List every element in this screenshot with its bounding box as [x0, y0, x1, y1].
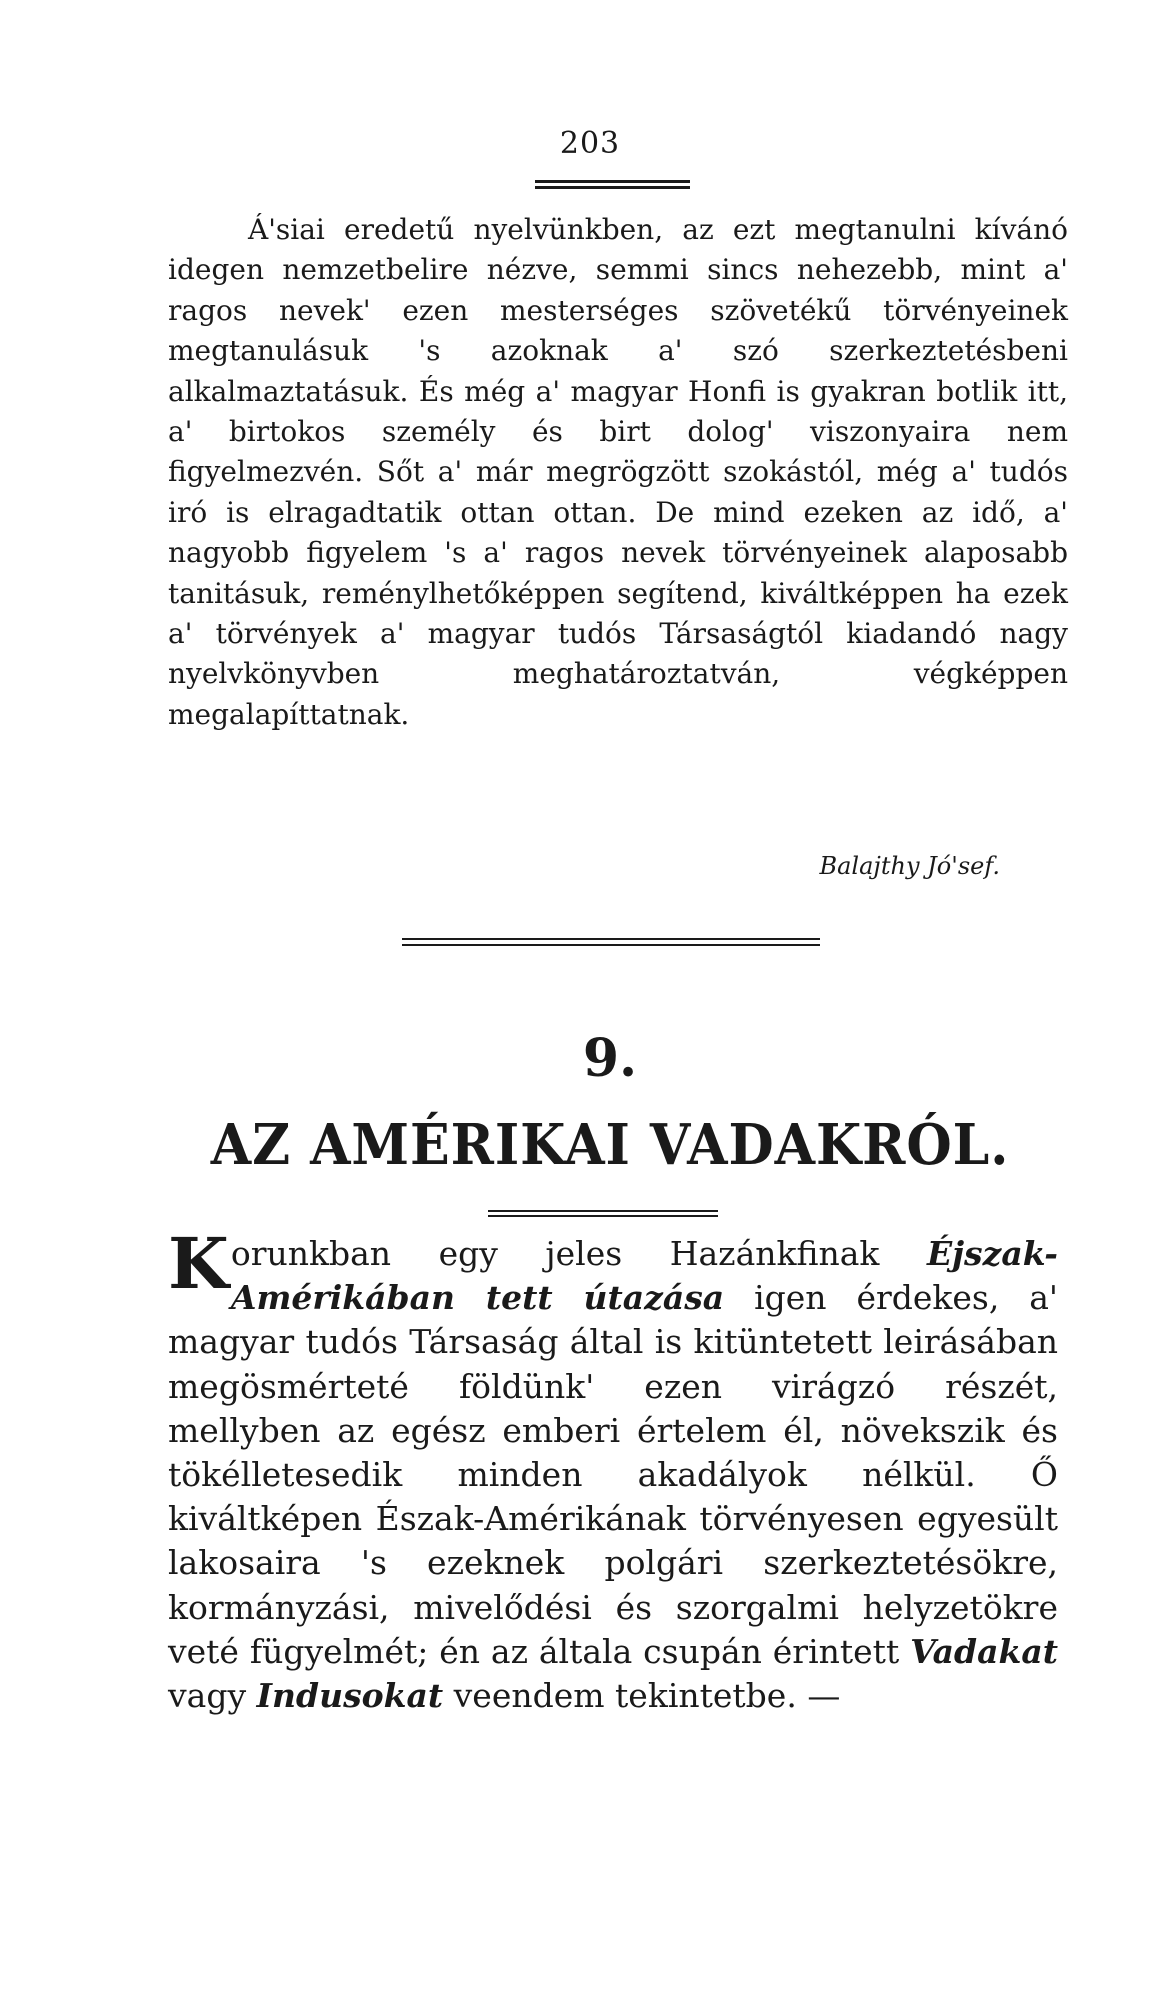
section-divider-rule: [402, 938, 820, 946]
drop-cap-initial: K: [168, 1222, 229, 1305]
section-paragraph: [168, 1222, 1058, 1718]
section-number: 9.: [582, 1028, 638, 1089]
title-underline-rule: [488, 1210, 718, 1217]
paragraph-continued: Á'siai eredetű nyelvünkben, az ezt megtanulni kívánó idegen nemzetbelire nézve, semmi sincs nehezebb, mint a' ragos nevek' ezen mesterséges szövetékű törvényeinek megtanulásuk 's azoknak a' szó szerkeztetésbeni alkalmaztatásuk. És még a' magyar Honfi is gyakran botlik itt, a' birtokos személy és birt dolog' viszonyaira nem figyelmezvén. Sőt a' már megrögzött szokástól, még a' tudós iró is elragadtatik ottan ottan. De mind ezeken az idő, a' nagyobb figyelem 's a' ragos nevek törvényeinek alaposabb tanitásuk, reménylhetőképpen segítend, kiváltképpen ha ezek a' törvények a' magyar tudós Társaságtól kiadandó nagy nyelvkönyvben meghatároztatván, végképpen megalapíttatnak.: [168, 213, 1068, 731]
section-title: AZ AMÉRIKAI VADAKRÓL.: [210, 1112, 1010, 1178]
paragraph-italic-3: Indusokat: [256, 1676, 444, 1716]
paragraph-italic-2: Vadakat: [910, 1631, 1058, 1671]
paragraph-text-3: vagy: [168, 1676, 257, 1716]
author-signature: Balajthy Jó'sef.: [819, 852, 1000, 880]
page-number: 203: [559, 126, 621, 161]
paragraph-italic-1: Éjszak-Amérikában tett útazása: [230, 1234, 1058, 1318]
paragraph-text-1: orunkban egy jeles Hazánkfinak: [230, 1234, 927, 1273]
paragraph-text-2: igen érdekes, a' magyar tudós Társaság által is kitüntetett leirásában megösmérteté földünk' ezen virágzó részét, mellyben az egész emberi értelem él, növekszik és tökélletesedik minden akadályok nélkül. Ő kiváltképen Észak-Amérikának törvényesen egyesült lakosaira 's ezeknek polgári szerkeztetésökre, kormányzási, mivelődési és szorgalmi helyzetökre veté fügyelmét; én az általa csupán érintett: [168, 1278, 1058, 1671]
header-double-rule: [535, 180, 690, 189]
paragraph-text-4: veendem tekintetbe. —: [443, 1676, 841, 1716]
